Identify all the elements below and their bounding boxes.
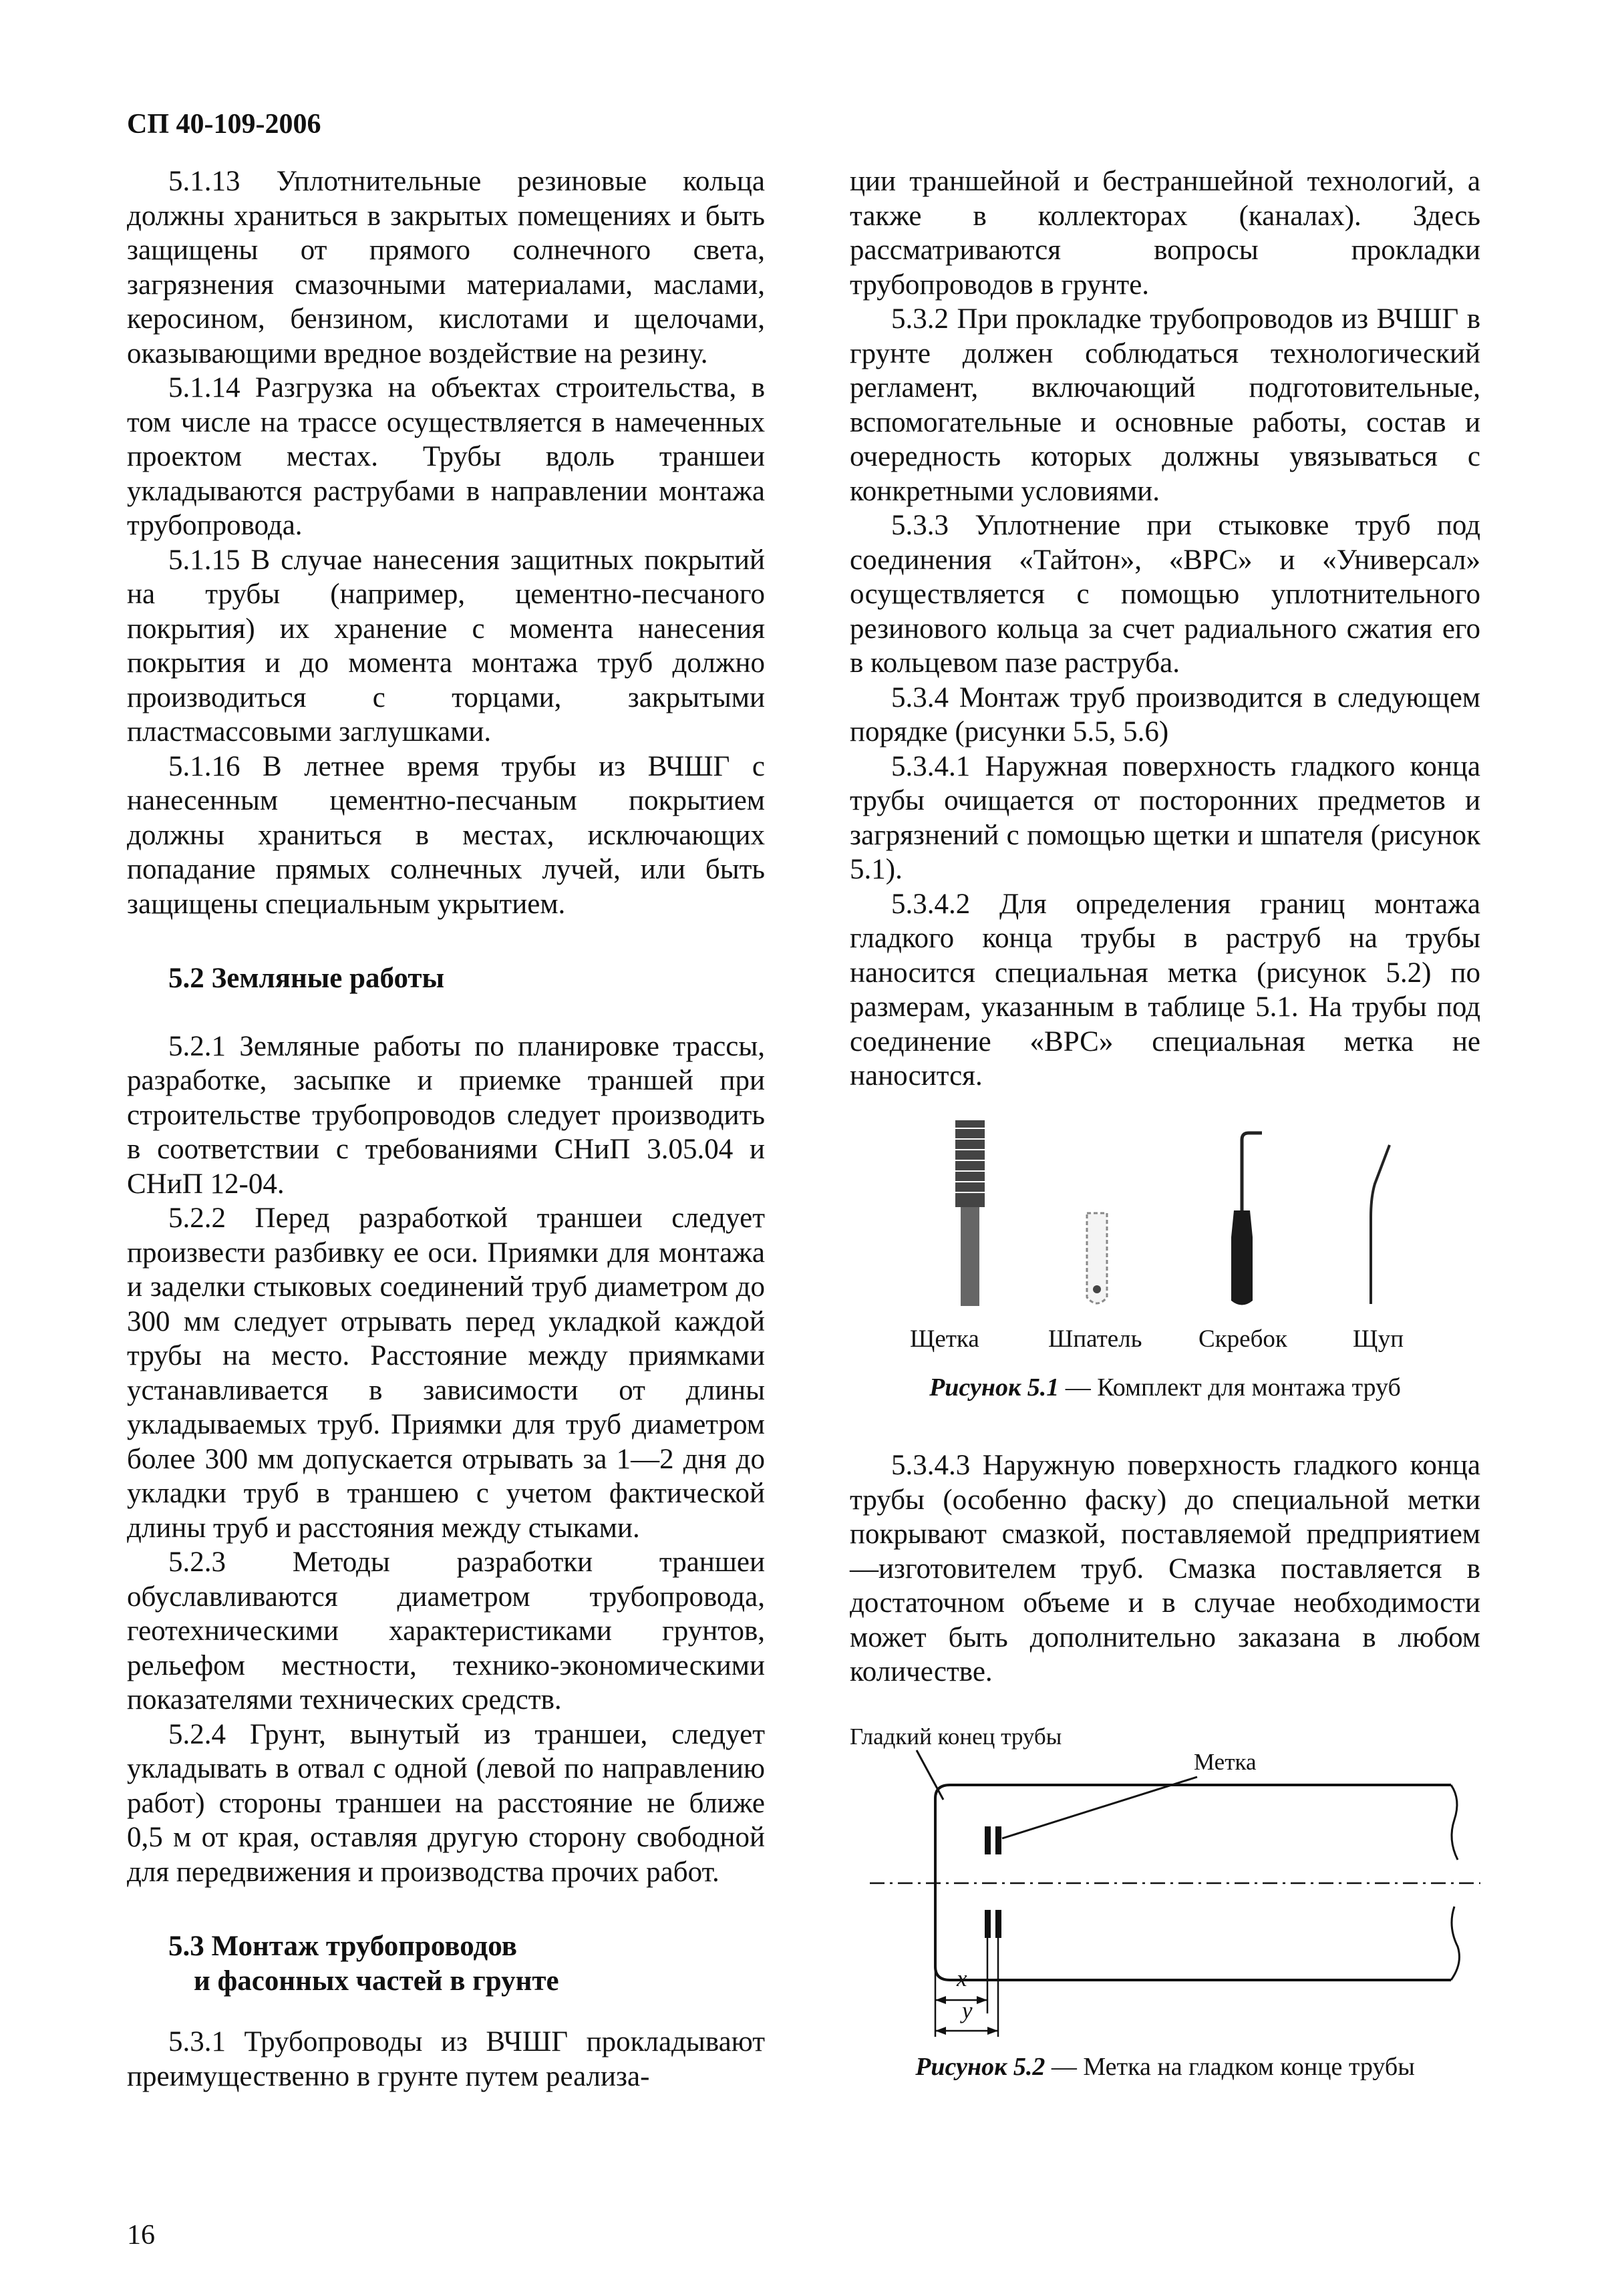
section-heading-5-3-line1: 5.3 Монтаж трубопроводов	[168, 1931, 517, 1962]
figure-5-2-caption	[850, 2050, 1480, 2085]
paragraph-5-3-4-1: 5.3.4.1 Наружная поверхность гладкого конца трубы очищается от посторонних предметов и загрязнений с помощью щетки и шпателя (рисунок 5.1).	[850, 750, 1480, 885]
paragraph-5-2-4: 5.2.4 Грунт, вынутый из траншеи, следует укладывать в отвал с одной (левой по направлению работ) стороны траншеи на расстояние не ближе 0,5 м от края, оставляя другую сторону свободной для передвижения и производства прочих работ.	[127, 1718, 765, 1888]
section-heading-5-2: 5.2 Земляные работы	[168, 963, 445, 994]
pipe-end-drawing	[850, 1719, 1480, 2037]
page-number: 16	[127, 2220, 155, 2251]
paragraph-5-2-1: 5.2.1 Земляные работы по планировке трассы, разработке, засыпке и приемке траншей при строительстве трубопроводов следует производить в соответствии с требованиями СНиП 3.05.04 и СНиП 12-04.	[127, 1030, 765, 1200]
right-column	[850, 164, 1480, 2084]
paragraph-5-3-3: 5.3.3 Уплотнение при стыковке труб под соединения «Тайтон», «ВРС» и «Универсал» осуществляется с помощью уплотнительного резинового кольца за счет радиального сжатия его в кольцевом пазе раструба.	[850, 510, 1480, 679]
tool-label-brush: Щетка	[910, 1325, 979, 1353]
paragraph-5-3-4-3: 5.3.4.3 Наружную поверхность гладкого конца трубы (особенно фаску) до специальной метки покрывают смазкой, поставляемой предприятием—изготовителем труб. Смазка поставляется в достаточном объеме и в случае необходимости может быть дополнительно заказана в любом количестве.	[850, 1450, 1480, 1687]
paragraph-5-2-2: 5.2.2 Перед разработкой траншеи следует произвести разбивку ее оси. Приямки для монтажа и заделки стыковых соединений труб диаметром до 300 мм следует отрывать перед укладкой каждой трубы на место. Расстояние между приямками устанавливается в зависимости от длины укладываемых труб. Приямки для труб диаметром более 300 мм допускается отрывать за 1—2 дня до укладки труб в траншею с учетом фактической длины труб и расстояния между стыками.	[127, 1202, 765, 1544]
paragraph-5-3-2: 5.3.2 При прокладке трубопроводов из ВЧШГ в грунте должен соблюдаться технологический регламент, включающий подготовительные, вспомогательные и основные работы, состав и очередность которых должны увязываться с конкретными условиями.	[850, 303, 1480, 507]
figure-5-2-caption-label: Рисунок 5.2	[915, 2052, 1046, 2081]
figure-5-2-caption-text: — Метка на гладком конце трубы	[1045, 2052, 1415, 2081]
figure-5-1-caption-label: Рисунок 5.1	[929, 1373, 1060, 1402]
paragraph-5-1-16: 5.1.16 В летнее время трубы из ВЧШГ с нанесенным цементно-песчаным покрытием должны храниться в местах, исключающих попадание прямых солнечных лучей, или быть защищены специальным укрытием.	[127, 750, 765, 920]
paragraph-5-3-4: 5.3.4 Монтаж труб производится в следующем порядке (рисунки 5.5, 5.6)	[850, 681, 1480, 748]
figure-5-1-caption-text: — Комплект для монтажа труб	[1059, 1373, 1401, 1402]
pipe-mark-diagram	[850, 1719, 1480, 2037]
document-code-header: СП 40-109-2006	[127, 109, 321, 140]
paragraph-5-3-1-continued: ции траншейной и бестраншейной технологий, а также в коллекторах (каналах). Здесь рассматриваются вопросы прокладки трубопроводов в грунте.	[850, 166, 1480, 301]
label-mark: Метка	[1194, 1748, 1257, 1775]
probe-icon	[1351, 1144, 1398, 1307]
dimension-x-label: x	[957, 1965, 967, 1991]
paragraph-5-1-15: 5.1.15 В случае нанесения защитных покрытий на трубы (например, цементно-песчаного покрытия) их хранение с момента нанесения покрытия и до момента монтажа труб должно производиться с торцами, закрытыми пластмассовыми заглушками.	[127, 544, 765, 748]
paragraph-5-3-1: 5.3.1 Трубопроводы из ВЧШГ прокладывают преимущественно в грунте путем реализа-	[127, 2026, 765, 2092]
figure-5-1-caption	[850, 1371, 1480, 1406]
tool-label-spatula: Шпатель	[1048, 1325, 1142, 1353]
label-smooth-pipe-end: Гладкий конец трубы	[850, 1723, 1062, 1750]
paragraph-5-1-14: 5.1.14 Разгрузка на объектах строительства, в том числе на трассе осуществляется в намеченных проектом местах. Трубы вдоль траншеи укладываются раструбами в направлении монтажа трубопровода.	[127, 372, 765, 541]
left-column	[127, 164, 765, 2094]
figure-5-2	[850, 1719, 1480, 2085]
tool-label-probe: Щуп	[1353, 1325, 1404, 1353]
tool-drawings	[850, 1120, 1480, 1353]
brush-icon	[943, 1120, 997, 1307]
tool-label-scraper: Скребок	[1198, 1325, 1287, 1353]
paragraph-5-3-4-2: 5.3.4.2 Для определения границ монтажа гладкого конца трубы в раструб на трубы наносится специальная метка (рисунок 5.2) по размерам, указанным в таблице 5.1. На трубы под соединение «ВРС» специальная метка не наносится.	[850, 888, 1480, 1092]
dimension-y-label: y	[962, 1997, 973, 2023]
paragraph-5-1-13: 5.1.13 Уплотнительные резиновые кольца должны храниться в закрытых помещениях и быть защищены от прямого солнечного света, загрязнения смазочными материалами, маслами, керосином, бензином, кислотами и щелочами, оказывающими вредное воздействие на резину.	[127, 166, 765, 369]
scraper-icon	[1214, 1130, 1274, 1307]
paragraph-5-2-3: 5.2.3 Методы разработки траншеи обуславливаются диаметром трубопровода, геотехническими характеристиками грунтов, рельефом местности, технико-экономическими показателями технических средств.	[127, 1546, 765, 1715]
section-heading-5-3-line2: и фасонных частей в грунте	[194, 1965, 559, 1997]
figure-5-1	[850, 1120, 1480, 1406]
spatula-icon	[1077, 1210, 1117, 1311]
